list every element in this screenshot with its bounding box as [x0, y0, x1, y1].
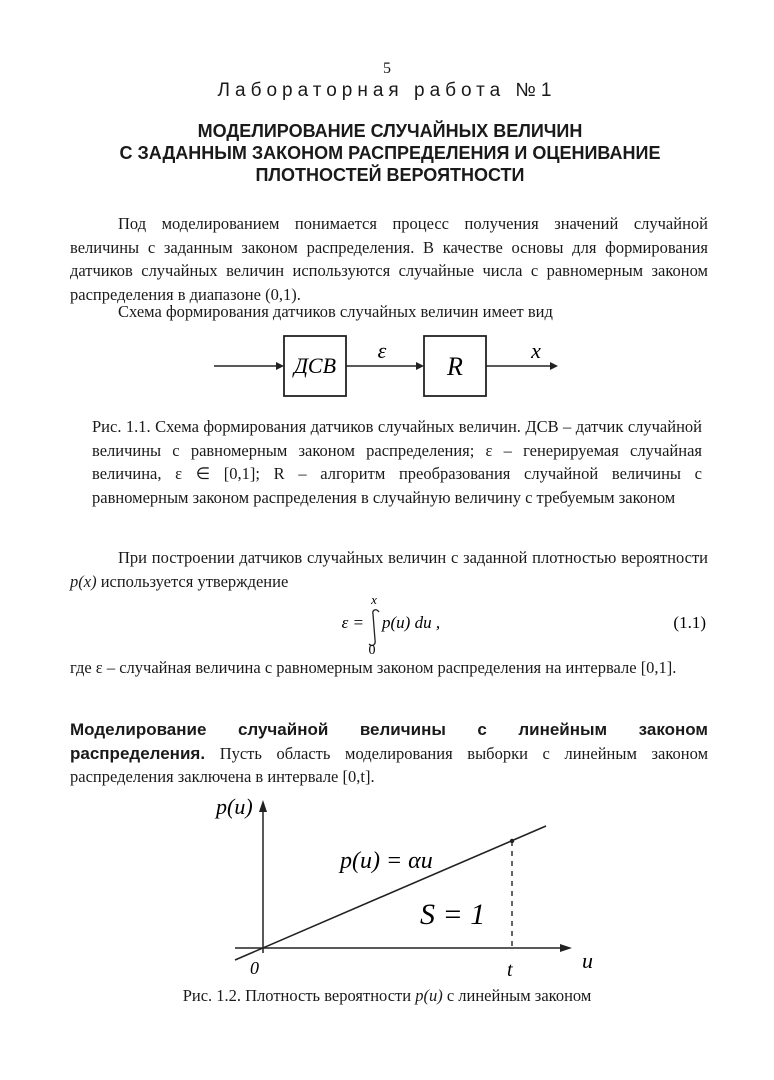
x-axis-label: u [582, 948, 593, 973]
signal-epsilon-label: ε [377, 338, 387, 363]
heading-line-1: МОДЕЛИРОВАНИЕ СЛУЧАЙНЫХ ВЕЛИЧИН [197, 121, 583, 141]
paragraph-density [70, 546, 708, 593]
density-line [235, 826, 546, 960]
paragraph-intro [70, 212, 708, 306]
y-axis-label: p(u) [216, 794, 253, 819]
chapter-heading [80, 120, 700, 186]
formula-1-1 [330, 590, 720, 656]
scheme-diagram [210, 330, 570, 410]
paragraph-density-text-b: используется утверждение [100, 571, 289, 591]
formula-integrand: p(u) du , [382, 613, 441, 632]
signal-x-label: x [531, 338, 541, 363]
output-arrow-head [550, 362, 558, 370]
linear-density-plot [200, 788, 600, 983]
figure-2-caption [0, 986, 774, 1006]
input-arrow-head [276, 362, 284, 370]
heading-line-2: С ЗАДАННЫМ ЗАКОНОМ РАСПРЕДЕЛЕНИЯ И ОЦЕНИВАНИЕ [119, 143, 661, 163]
heading-line-3: ПЛОТНОСТЕЙ ВЕРОЯТНОСТИ [255, 165, 525, 185]
page-number: 5 [383, 60, 391, 77]
t-label: t [507, 959, 513, 981]
figure-2-caption-b: с линейным законом [446, 986, 592, 1005]
paragraph-scheme: Схема формирования датчиков случайных величин имеет вид [118, 302, 553, 321]
x-axis-arrow [560, 944, 572, 952]
middle-arrow-head [416, 362, 424, 370]
figure-1-caption: Рис. 1.1. Схема формирования датчиков случайных величин. ДСВ – датчик случайной величины с равномерным законом распределения; ε – генерируемая случайная величина, ε ∈ [0,1]; R – алгоритм преобразования случайной величины с равномерным законом распределения в случайную величину с требуемым законом [92, 417, 702, 507]
block-r-label: R [447, 352, 463, 381]
paragraph-density-text-a: При построении датчиков случайных величин с заданной плотностью вероятности [118, 548, 708, 567]
formula-lower-limit: 0 [368, 643, 376, 656]
origin-label: 0 [250, 958, 259, 978]
section-linear-law [70, 718, 708, 789]
formula-lhs: ε = [341, 613, 364, 632]
figure-2-caption-a: Рис. 1.2. Плотность вероятности [182, 986, 412, 1005]
paragraph-intro-text: Под моделированием понимается процесс получения значений случайной величины с заданным законом распределения. В качестве основы для формирования датчиков случайных величин используются случайные числа с равномерным законом распределения в диапазоне (0,1). [70, 214, 708, 304]
paragraph-where: где ε – случайная величина с равномерным законом распределения на интервале [0,1]. [70, 658, 677, 677]
section-text: Пусть область моделирования выборки с линейным законом распределения заключена в интервале [0,t]. [70, 743, 709, 786]
line-label: p(u) = αu [340, 848, 433, 874]
formula-number: (1.1) [673, 613, 706, 632]
lab-title: Лабораторная работа №1 [217, 80, 557, 101]
y-axis-arrow [259, 800, 267, 812]
figure-2-caption-pu: p(u) [415, 986, 443, 1005]
inline-px: p(x) [70, 571, 97, 591]
block-dsv-label: ДСВ [293, 353, 337, 378]
formula-upper-limit: x [371, 592, 377, 607]
area-label: S = 1 [420, 898, 486, 931]
integral-sign [369, 610, 379, 646]
section-title: Моделирование случайной величины с линейным законом распределения. [70, 720, 708, 763]
